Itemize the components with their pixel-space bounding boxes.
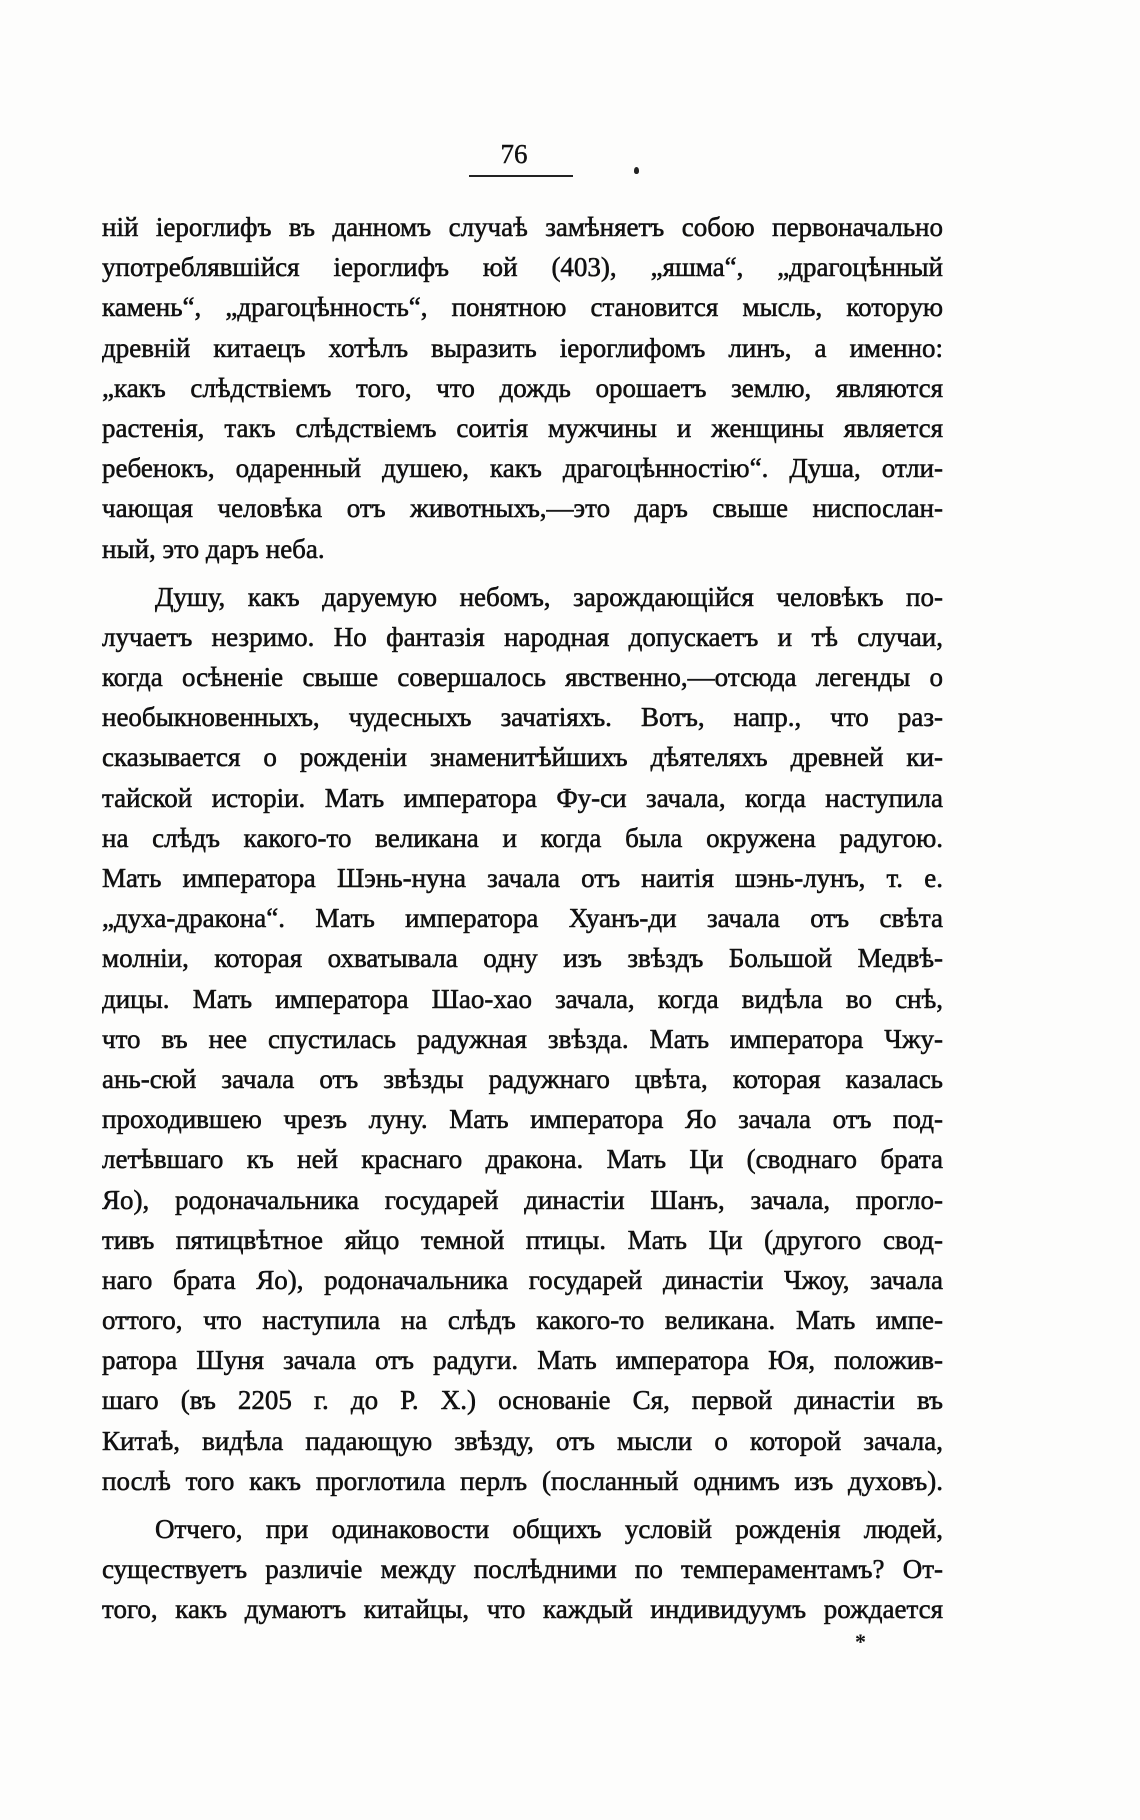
text-line: летѣвшаго къ ней краснаго дракона. Мать Ци (своднаго брата [102, 1144, 943, 1175]
text-line: молніи, которая охватывала одну изъ звѣздъ Большой Медвѣ- [102, 943, 943, 974]
text-line: Яо), родоначальника государей династіи Шанъ, зачала, прогло- [102, 1184, 943, 1215]
text-line: „какъ слѣдствіемъ того, что дождь орошаетъ землю, являются [102, 372, 943, 403]
page-number: 76 [500, 139, 528, 169]
paragraph [102, 1509, 943, 1630]
text-line: тивъ пятицвѣтное яйцо темной птицы. Мать Ци (другого свод- [102, 1224, 943, 1255]
text-body [102, 207, 943, 1630]
text-line: древній китаецъ хотѣлъ выразить іероглифомъ линъ, а именно: [102, 332, 943, 363]
scan-speck [634, 167, 639, 174]
text-line: чающая человѣка отъ животныхъ,—это даръ свыше ниспослан- [102, 493, 943, 524]
text-line: употреблявшійся іероглифъ юй (403), „яшма“, „драгоцѣнный [102, 252, 943, 283]
text-line: сказывается о рожденіи знаменитѣйшихъ дѣятеляхъ древней ки- [102, 742, 943, 773]
text-line: камень“, „драгоцѣнность“, понятною становится мысль, которую [102, 292, 943, 323]
text-line: ный, это даръ неба. [102, 533, 325, 564]
text-line: шаго (въ 2205 г. до Р. Х.) основаніе Ся, первой династіи въ [102, 1385, 943, 1416]
text-line: ань-сюй зачала отъ звѣзды радужнаго цвѣта, которая казалась [102, 1063, 943, 1094]
text-line: Китаѣ, видѣла падающую звѣзду, отъ мысли о которой зачала, [102, 1425, 943, 1456]
text-line: Мать императора Шэнь-нуна зачала отъ наитія шэнь-лунъ, т. е. [102, 863, 943, 893]
text-line: что въ нее спустилась радужная звѣзда. Мать императора Чжу- [102, 1023, 943, 1054]
text-line: растенія, такъ слѣдствіемъ соитія мужчины и женщины является [102, 412, 943, 443]
signature-mark: * [855, 1629, 866, 1654]
text-line: ратора Шуня зачала отъ радуги. Мать императора Юя, положив- [102, 1345, 943, 1376]
paragraph [102, 207, 943, 569]
text-line: того, какъ думаютъ китайцы, что каждый индивидуумъ рождается [102, 1594, 943, 1625]
text-line: проходившею чрезъ луну. Мать императора Яо зачала отъ под- [102, 1104, 943, 1135]
text-line: послѣ того какъ проглотила перлъ (посланный однимъ изъ духовъ). [102, 1465, 943, 1496]
paragraph [102, 577, 943, 1501]
text-line: существуетъ различіе между послѣдними по темпераментамъ? От- [102, 1554, 943, 1585]
text-line: когда осѣненіе свыше совершалось явственно,—отсюда легенды о [102, 662, 943, 693]
text-line: необыкновенныхъ, чудесныхъ зачатіяхъ. Вотъ, напр., что раз- [102, 702, 943, 733]
text-line: на слѣдъ какого-то великана и когда была окружена радугою. [102, 822, 943, 853]
text-line: наго брата Яо), родоначальника государей династіи Чжоу, зачала [102, 1264, 943, 1295]
text-line: ній іероглифъ въ данномъ случаѣ замѣняетъ собою первоначально [102, 212, 943, 242]
page-number-rule [469, 175, 573, 177]
text-line: Отчего, при одинаковости общихъ условій рожденія людей, [155, 1514, 943, 1544]
text-line: ребенокъ, одаренный душею, какъ драгоцѣнностію“. Душа, отли- [102, 453, 943, 484]
text-line: дицы. Мать императора Шао-хао зачала, когда видѣла во снѣ, [102, 983, 943, 1014]
text-line: тайской исторіи. Мать императора Фу-си зачала, когда наступила [102, 782, 943, 813]
text-line: „духа-дракона“. Мать императора Хуанъ-ди зачала отъ свѣта [102, 903, 943, 934]
text-line: оттого, что наступила на слѣдъ какого-то великана. Мать импе- [102, 1305, 943, 1336]
text-line: Душу, какъ даруемую небомъ, зарождающійся человѣкъ по- [155, 581, 943, 612]
text-line: лучаетъ незримо. Но фантазія народная допускаетъ и тѣ случаи, [102, 621, 943, 652]
